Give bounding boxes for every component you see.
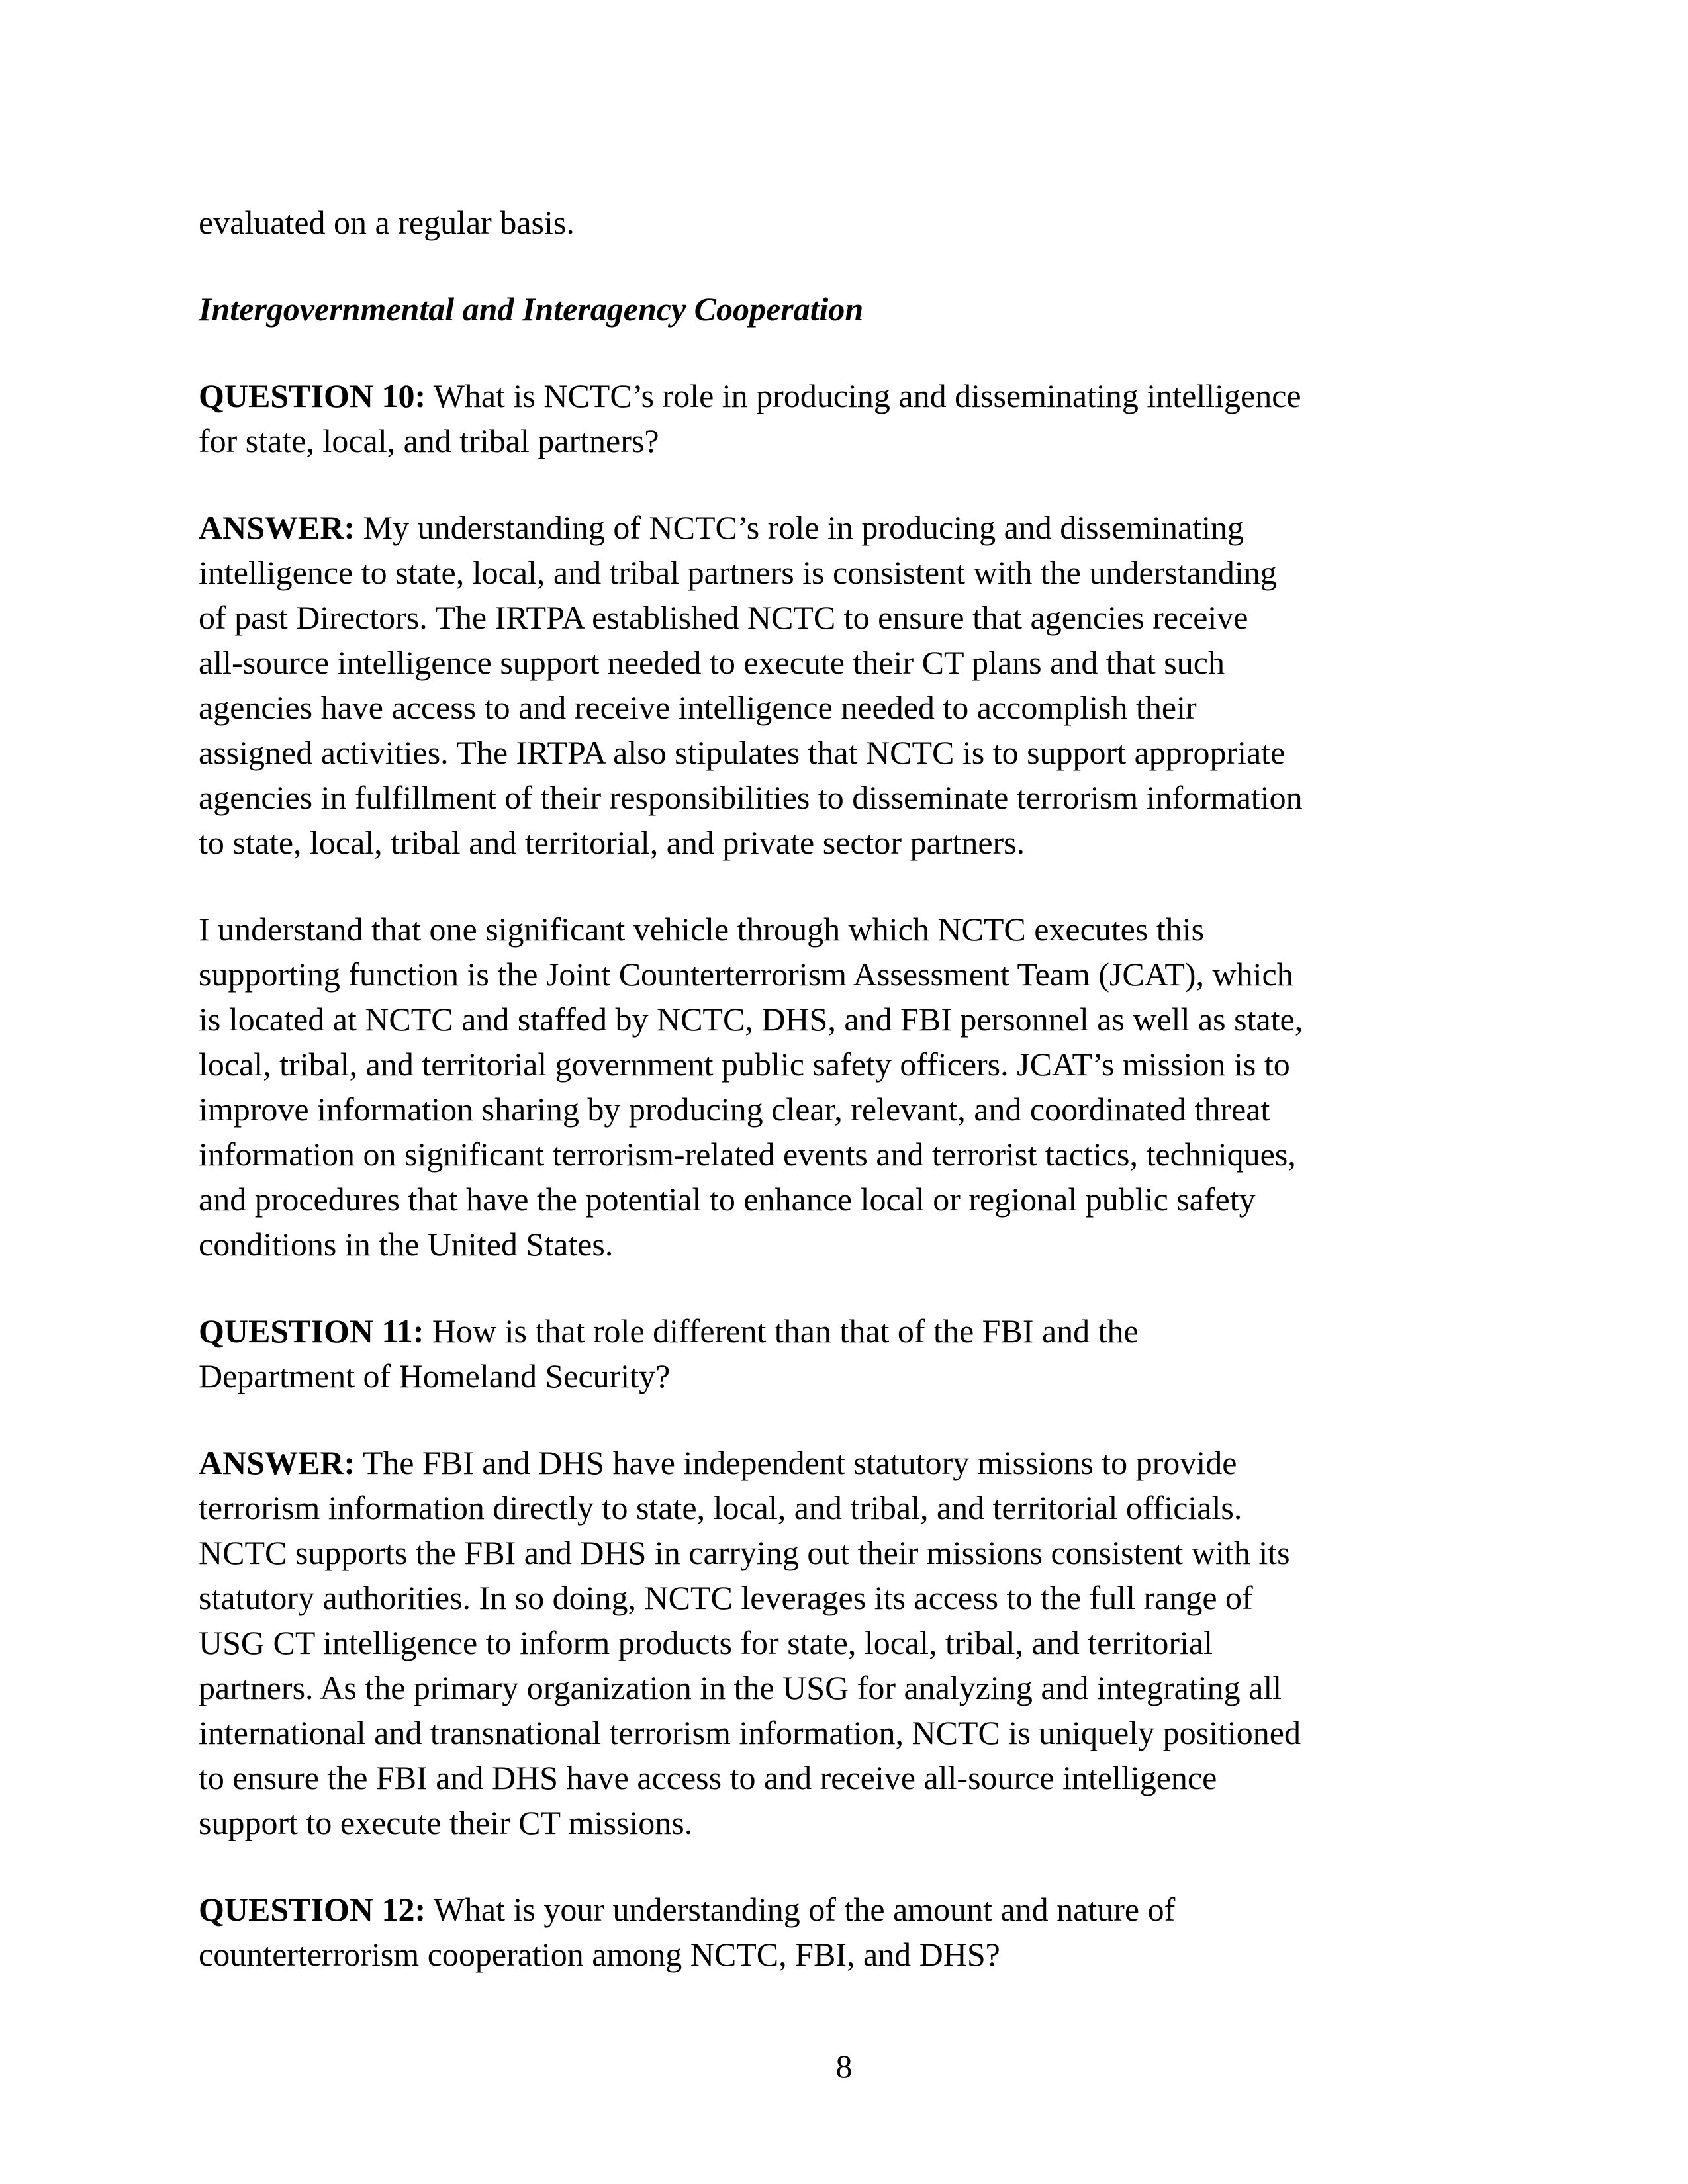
text-line: intelligence to state, local, and tribal partners is consistent with the understanding [199, 554, 1277, 591]
text-line: information on significant terrorism-related events and terrorist tactics, techniques, [199, 1136, 1296, 1173]
paragraph [199, 200, 1529, 245]
text-line: QUESTION 11: How is that role different than that of the FBI and the [199, 1312, 1139, 1349]
text-line: international and transnational terrorism information, NCTC is uniquely positioned [199, 1714, 1301, 1751]
section-heading [199, 287, 1529, 332]
qa-label: QUESTION 11: [199, 1312, 424, 1349]
text-line: USG CT intelligence to inform products for state, local, tribal, and territorial [199, 1624, 1213, 1661]
text-line: counterterrorism cooperation among NCTC, FBI, and DHS? [199, 1936, 1000, 1973]
text-line: is located at NCTC and staffed by NCTC, DHS, and FBI personnel as well as state, [199, 1001, 1303, 1038]
answer-block [199, 505, 1529, 865]
text-line: to state, local, tribal and territorial, and private sector partners. [199, 824, 1025, 861]
text-line: I understand that one significant vehicle through which NCTC executes this [199, 911, 1205, 948]
text-line: supporting function is the Joint Counterterrorism Assessment Team (JCAT), which [199, 956, 1293, 993]
text-line: QUESTION 12: What is your understanding of the amount and nature of [199, 1891, 1176, 1928]
text-line: all-source intelligence support needed to execute their CT plans and that such [199, 644, 1225, 681]
text-line: agencies in fulfillment of their responsibilities to disseminate terrorism information [199, 779, 1303, 816]
paragraph [199, 907, 1529, 1267]
qa-label: ANSWER: [199, 509, 355, 546]
text-line: ANSWER: My understanding of NCTC’s role in producing and disseminating [199, 509, 1244, 546]
text-line: improve information sharing by producing clear, relevant, and coordinated threat [199, 1091, 1270, 1128]
text-line: NCTC supports the FBI and DHS in carrying out their missions consistent with its [199, 1534, 1290, 1571]
question-block [199, 1308, 1529, 1398]
text-line: evaluated on a regular basis. [199, 204, 575, 241]
text-line: of past Directors. The IRTPA established NCTC to ensure that agencies receive [199, 599, 1248, 636]
text-line: support to execute their CT missions. [199, 1804, 693, 1841]
text-line: and procedures that have the potential to enhance local or regional public safety [199, 1181, 1256, 1218]
text-line: assigned activities. The IRTPA also stipulates that NCTC is to support appropriate [199, 734, 1286, 771]
page-number: 8 [835, 2048, 853, 2085]
question-block [199, 373, 1529, 463]
text-line: ANSWER: The FBI and DHS have independent statutory missions to provide [199, 1444, 1237, 1481]
text-line: to ensure the FBI and DHS have access to and receive all-source intelligence [199, 1759, 1217, 1796]
text-line: statutory authorities. In so doing, NCTC leverages its access to the full range of [199, 1579, 1253, 1616]
text-line: conditions in the United States. [199, 1226, 614, 1263]
qa-label: ANSWER: [199, 1444, 355, 1481]
question-block [199, 1887, 1529, 1977]
text-line: agencies have access to and receive intelligence needed to accomplish their [199, 689, 1197, 726]
text-line: terrorism information directly to state, local, and tribal, and territorial officials. [199, 1489, 1243, 1526]
text-line: partners. As the primary organization in the USG for analyzing and integrating all [199, 1669, 1282, 1706]
text-line: QUESTION 10: What is NCTC’s role in producing and disseminating intelligence [199, 377, 1301, 414]
text-line: for state, local, and tribal partners? [199, 422, 659, 459]
text-line: local, tribal, and territorial government public safety officers. JCAT’s mission is to [199, 1046, 1290, 1083]
qa-label: QUESTION 12: [199, 1891, 426, 1928]
page-content [199, 200, 1529, 1977]
answer-block [199, 1440, 1529, 1845]
text-line: Intergovernmental and Interagency Cooperation [199, 291, 864, 328]
text-line: Department of Homeland Security? [199, 1357, 671, 1394]
qa-label: QUESTION 10: [199, 377, 426, 414]
